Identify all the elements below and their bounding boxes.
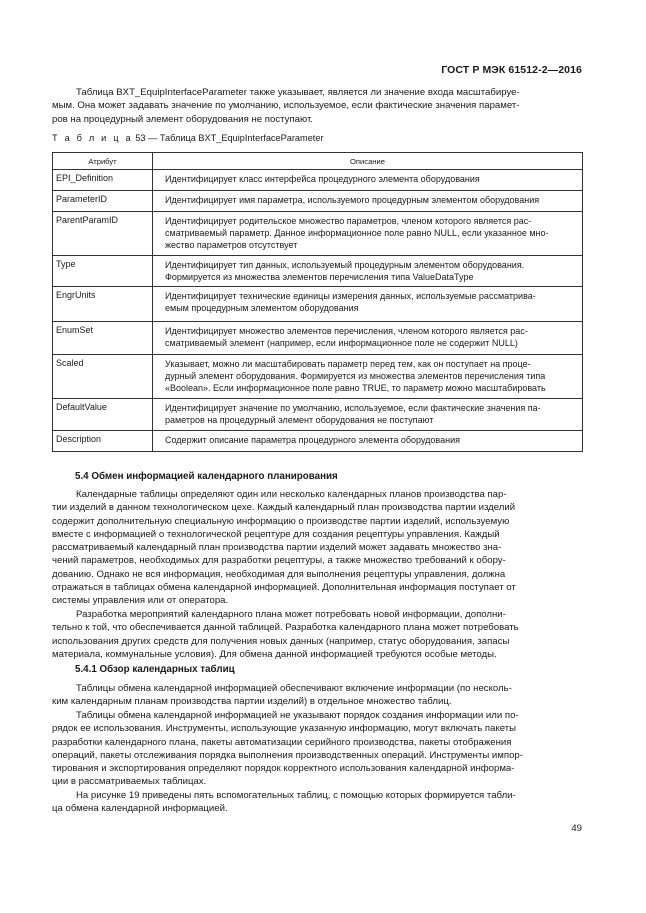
caption-title: 53 — Таблица BXT_EquipInterfaceParameter [132, 133, 324, 143]
section-5-4-paragraph-2 [52, 608, 582, 661]
attribute-cell: EnumSet [53, 322, 153, 355]
description-cell [153, 399, 583, 431]
description-cell [153, 322, 583, 355]
table-row [53, 212, 583, 256]
text-line: дованию. Однако не вся информация, необходимая для выполнения рецептуры управления, должна [52, 568, 506, 580]
description-line: Идентифицирует множество элементов перечисления, членом которого является рас- [165, 326, 528, 336]
description-cell [153, 256, 583, 287]
text-line: материала, коммунальные условия). Для обмена данной информацией требуются особые методы. [52, 648, 497, 660]
description-cell [153, 431, 583, 452]
intro-paragraph [52, 86, 582, 126]
table-row [53, 355, 583, 399]
description-cell [153, 287, 583, 322]
attribute-cell: ParameterID [53, 191, 153, 212]
description-cell [153, 191, 583, 212]
description-line: Идентифицирует родительское множество параметров, членом которого является рас- [165, 216, 532, 226]
caption-prefix: Т а б л и ц а [52, 133, 133, 143]
section-5-4-paragraph-1 [52, 488, 582, 608]
description-line: раметров на процедурный элемент оборудования не поступают [165, 415, 434, 425]
text-line: Календарные таблицы определяют один или несколько календарных планов производства пар- [76, 489, 507, 500]
description-line: Указывает, можно ли масштабировать параметр перед тем, как он поступает на проце- [165, 359, 531, 369]
table-row [53, 322, 583, 355]
description-line: сматриваемый параметр. Данное информационное поле равно NULL, если указанное мно- [165, 228, 549, 238]
text-line: операций, пакеты отслеживания порядка выполнения производственных операций. Инструменты импор- [52, 749, 523, 761]
text-line: содержит дополнительную специальную информацию о производстве партии изделий, используемую [52, 515, 510, 527]
section-5-4-1-paragraph-3 [52, 789, 582, 816]
attribute-cell: Scaled [53, 355, 153, 399]
table-row [53, 399, 583, 431]
table-header-row [53, 153, 583, 170]
description-line: Идентифицирует тип данных, используемый процедурным элементом оборудования. [165, 260, 525, 270]
description-line: Идентифицирует класс интерфейса процедурного элемента оборудования [165, 174, 480, 184]
page-number: 49 [571, 823, 582, 834]
header-attribute: Атрибут [53, 153, 153, 170]
table-row [53, 287, 583, 322]
text-line: ции в рассматриваемых таблицах. [52, 776, 207, 788]
text-line: чений параметров, необходимых для разработки рецептуры, а также множество требований к обору- [52, 555, 506, 567]
text-line: тирования и экспортирования определяют порядок корректного использования календарной информа- [52, 763, 515, 775]
description-line: Формируется из множества элементов перечисления типа ValueDataType [165, 272, 474, 282]
text-line: ким календарным планам производства партии изделий) в отдельное множество таблиц. [52, 696, 452, 708]
text-line: отражаться в таблицах обмена календарной информацией. Дополнительная информация поступает от [52, 582, 516, 594]
text-line: Таблицы обмена календарной информацией обеспечивают включение информации (по несколь- [76, 683, 512, 694]
text-line: Таблицы обмена календарной информацией не указывают порядок создания информации или по- [76, 710, 519, 721]
description-line: Идентифицирует технические единицы измерения данных, используемые рассматрива- [165, 291, 536, 301]
text-line: На рисунке 19 приведены пять вспомогательных таблиц, с помощью которых формируется табли- [76, 790, 516, 801]
description-line: «Boolean». Если информационное поле равно TRUE, то параметр можно масштабировать [165, 383, 546, 393]
description-line: Идентифицирует значение по умолчанию, используемое, если фактические значения па- [165, 403, 541, 413]
attribute-cell: EPI_Definition [53, 170, 153, 191]
standard-header: ГОСТ Р МЭК 61512-2—2016 [441, 64, 582, 76]
description-cell [153, 212, 583, 256]
text-line: вместе с информацией о технологической рецептуре для создания рецептуры управления. Каждый [52, 528, 500, 540]
attribute-cell: DefaultValue [53, 399, 153, 431]
text-line: Таблица BXT_EquipInterfaceParameter также указывает, является ли значение входа масштабируе- [76, 87, 520, 98]
attribute-cell: Type [53, 256, 153, 287]
description-line: емым процедурным элементом оборудования [165, 303, 359, 313]
text-line: Разработка мероприятий календарного плана может потребовать новой информации, дополни- [76, 609, 506, 620]
header-description: Описание [153, 153, 583, 170]
description-cell [153, 355, 583, 399]
parameter-table [52, 152, 583, 452]
section-5-4-1-paragraph-1 [52, 682, 582, 709]
attribute-cell: Description [53, 431, 153, 452]
text-line: тельно к той, что обеспечивается данной таблицей. Разработка календарного плана может потребовать [52, 622, 519, 634]
attribute-cell: EngrUnits [53, 287, 153, 322]
description-cell [153, 170, 583, 191]
text-line: мым. Она может задавать значение по умолчанию, используемое, если фактические значения парамет- [52, 100, 520, 112]
attribute-cell: ParentParamID [53, 212, 153, 256]
text-line: тии изделий в данном технологическом цехе. Каждый календарный план производства партии изделий [52, 502, 516, 514]
table-row [53, 191, 583, 212]
table-row [53, 431, 583, 452]
text-line: разработки календарного плана, пакеты автоматизации серийного производства, пакеты отображения [52, 736, 512, 748]
section-5-4-1-paragraph-2 [52, 709, 582, 789]
text-line: использования других средств для получения новых данных (например, статус оборудования, запасы [52, 635, 510, 647]
description-line: жество параметров отсутствует [165, 240, 298, 250]
text-line: рассматриваемый календарный план производства партии изделий может задавать множество зна- [52, 542, 502, 554]
text-line: рядок ее использования. Инструменты, использующие указанную информацию, могут включать пакеты [52, 723, 517, 735]
description-line: Идентифицирует имя параметра, используемого процедурным элементом оборудования [165, 195, 540, 205]
table-caption [52, 133, 324, 143]
section-heading: 5.4 Обмен информацией календарного планирования [75, 471, 338, 482]
description-line: Содержит описание параметра процедурного элемента оборудования [165, 435, 460, 445]
subsection-heading: 5.4.1 Обзор календарных таблиц [75, 664, 235, 675]
table-row [53, 170, 583, 191]
text-line: системы управления или от оператора. [52, 595, 229, 607]
table-row [53, 256, 583, 287]
text-line: ца обмена календарной информацией. [52, 803, 228, 815]
description-line: дурный элемент оборудования. Формируется из множества элементов перечисления типа [165, 371, 546, 381]
text-line: ров на процедурный элемент оборудования не поступают. [52, 113, 313, 125]
description-line: сматриваемый элемент (например, если информационное поле не содержит NULL) [165, 338, 518, 348]
